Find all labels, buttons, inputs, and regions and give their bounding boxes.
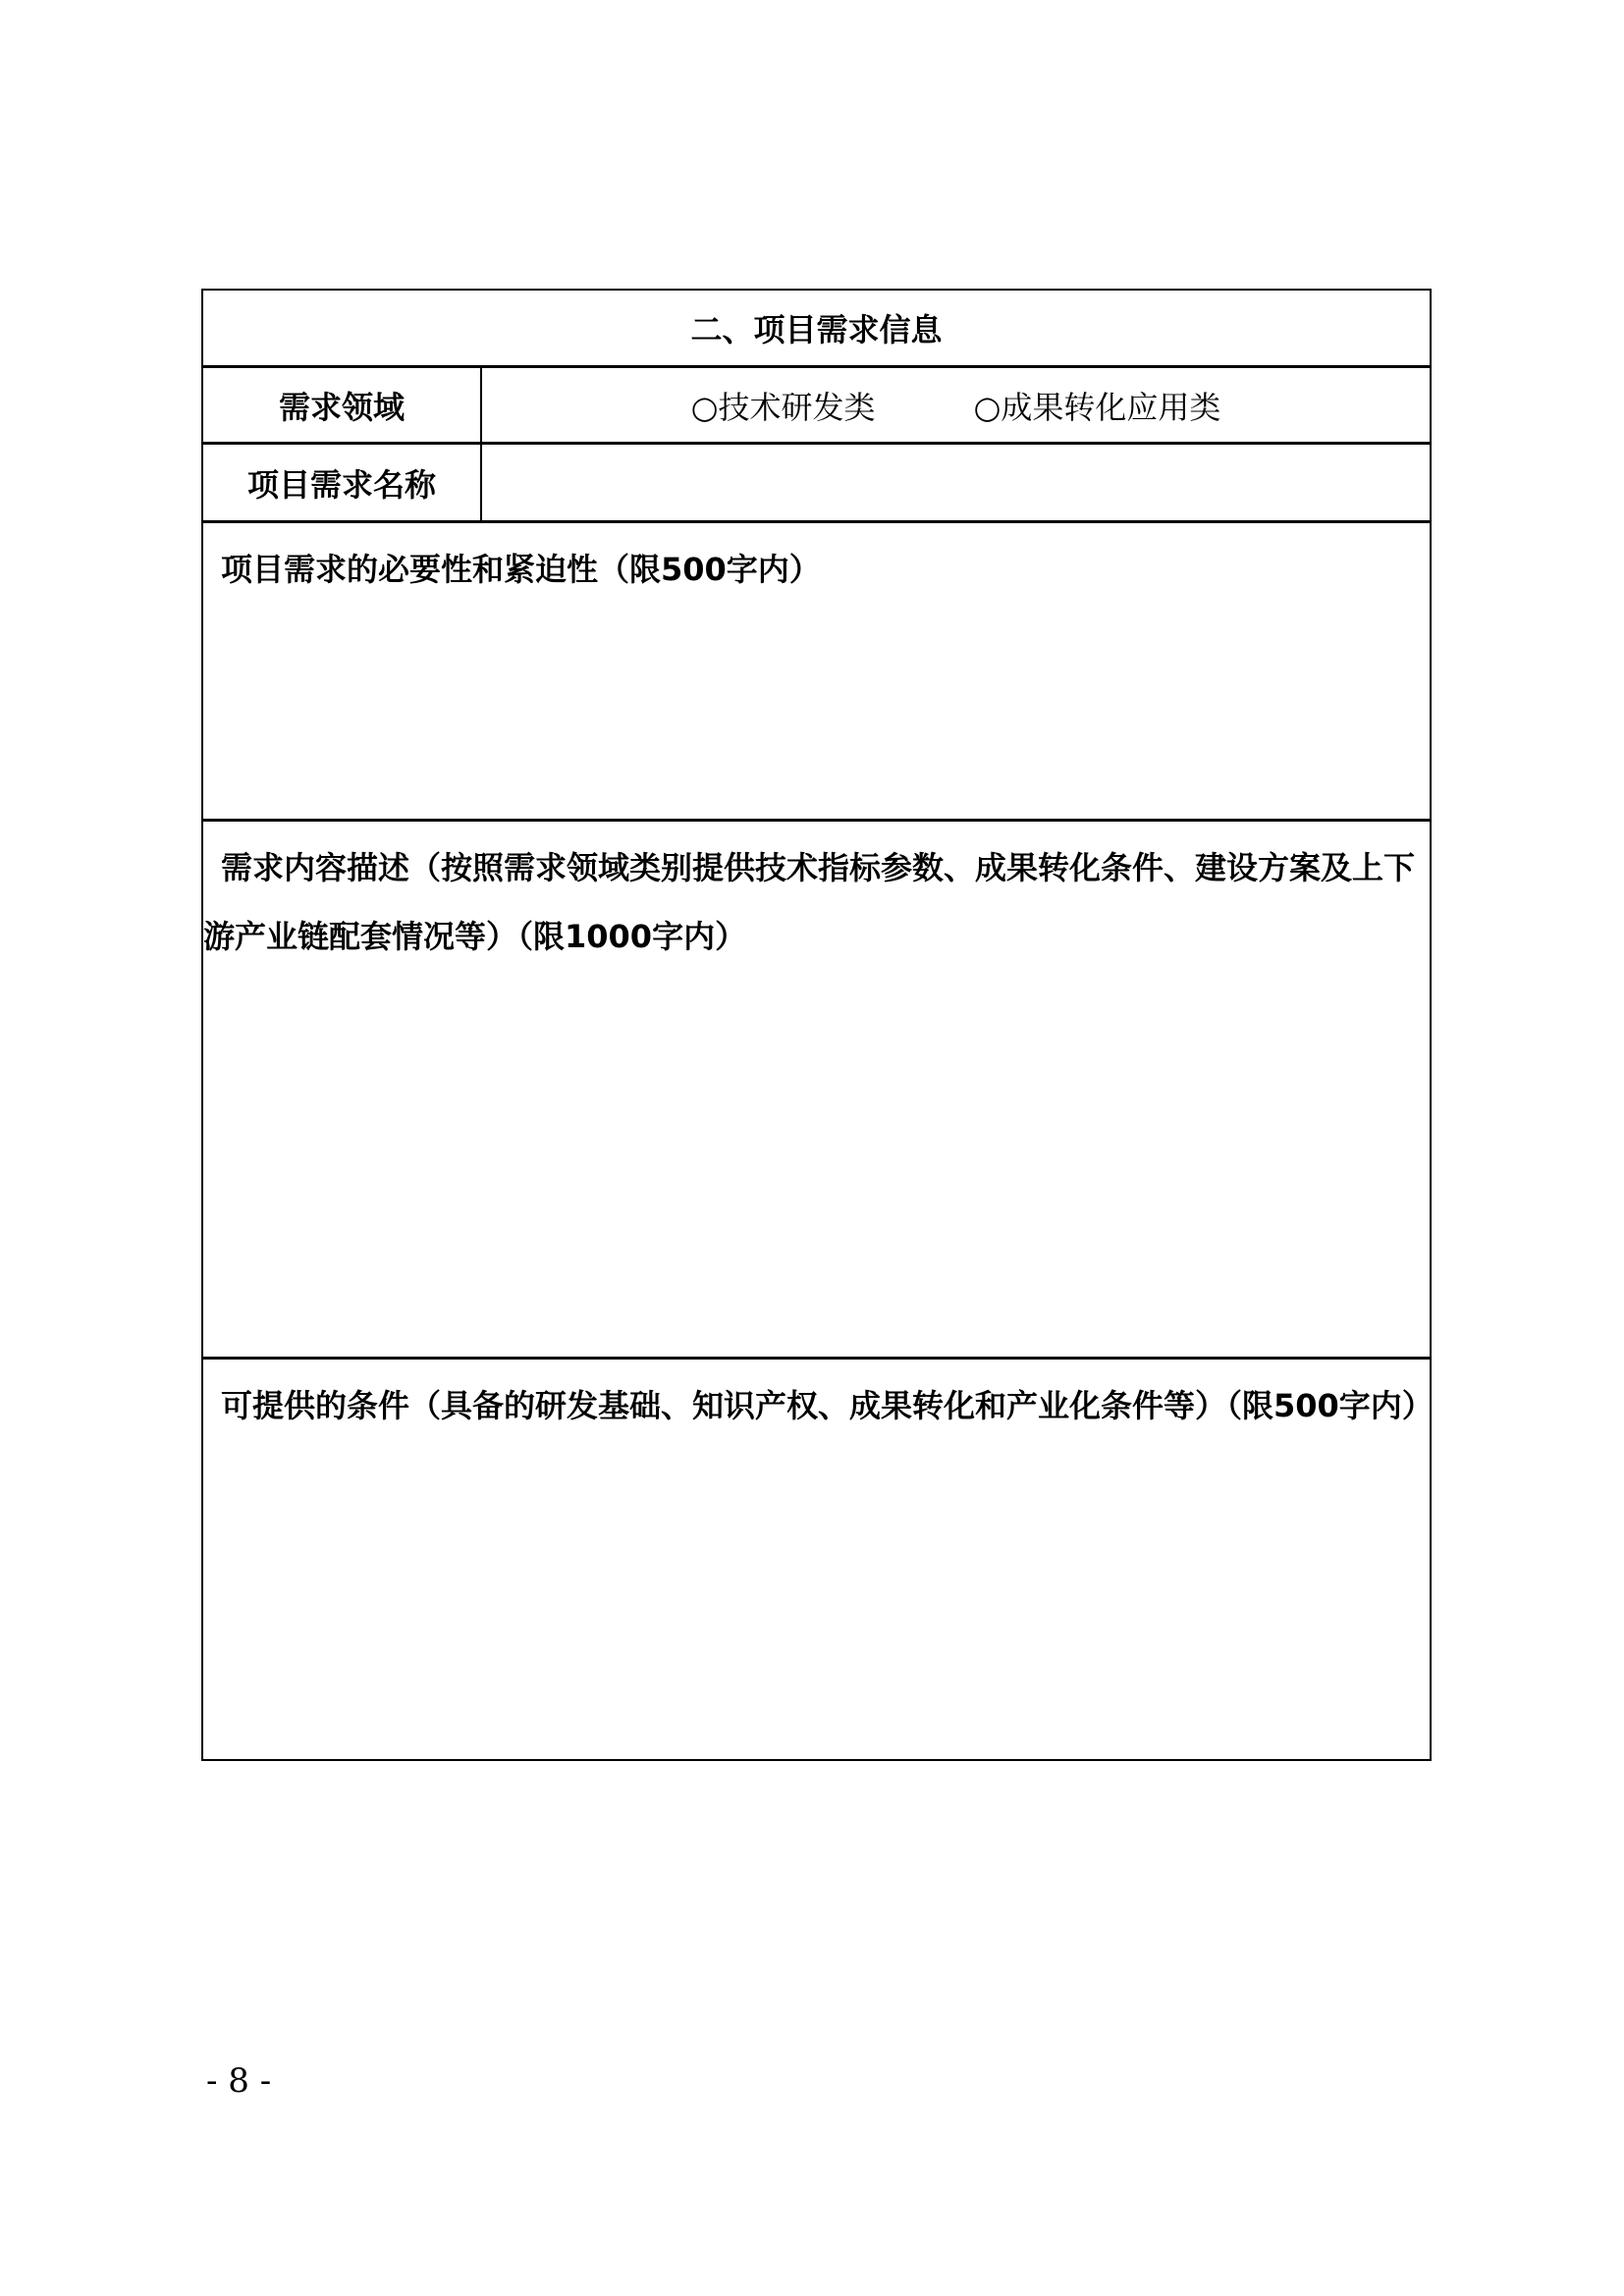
page-number: - 8 -	[206, 2061, 272, 2101]
content-description-block[interactable]	[203, 822, 1430, 1360]
demand-field-options	[482, 368, 1430, 442]
section-title: 二、项目需求信息	[690, 311, 943, 348]
necessity-label: 项目需求的必要性和紧迫性（限500字内）	[221, 551, 821, 588]
option-tech-rd[interactable]: ○技术研发类	[690, 388, 876, 426]
demand-field-row	[203, 368, 1430, 445]
content-description-label: 需求内容描述（按照需求领域类别提供技术指标参数、成果转化条件、建设方案及上下游产业链配套情况等）（限1000字内）	[203, 849, 1416, 955]
demand-field-label: 需求领域	[203, 368, 482, 442]
project-demand-table	[201, 289, 1432, 1761]
option-achievement-transfer[interactable]: ○成果转化应用类	[973, 388, 1221, 426]
available-conditions-label: 可提供的条件（具备的研发基础、知识产权、成果转化和产业化条件等）（限500字内）	[221, 1387, 1434, 1424]
necessity-block[interactable]	[203, 523, 1430, 822]
project-name-field[interactable]	[482, 445, 1430, 520]
project-name-row	[203, 445, 1430, 523]
available-conditions-block[interactable]	[203, 1360, 1434, 1759]
project-name-label: 项目需求名称	[203, 445, 482, 520]
section-header-row	[203, 291, 1430, 368]
